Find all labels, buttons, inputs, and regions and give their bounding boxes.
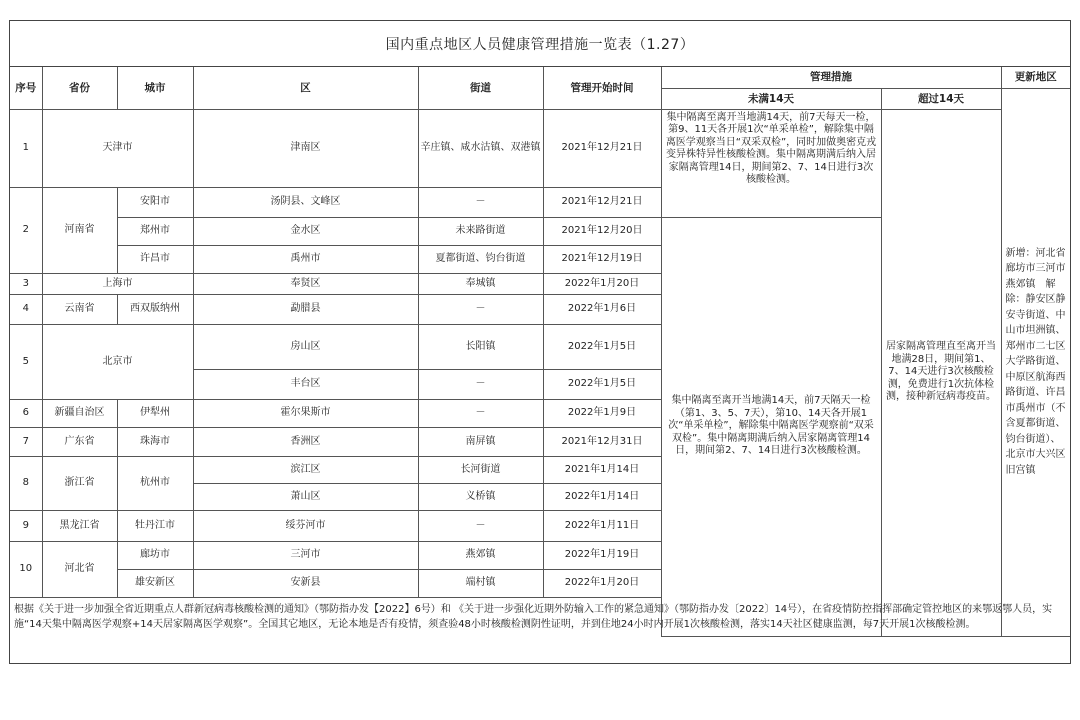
- cell-province: 河北省: [42, 541, 117, 597]
- cell-province-city: 北京市: [42, 324, 193, 399]
- cell-street: 义桥镇: [418, 483, 543, 510]
- cell-seq: 3: [10, 273, 42, 294]
- cell-start-time: 2021年12月21日: [543, 109, 661, 187]
- header-start-time: 管理开始时间: [543, 67, 661, 109]
- cell-seq: 7: [10, 427, 42, 456]
- cell-district: 丰台区: [193, 369, 418, 399]
- cell-province: 云南省: [42, 294, 117, 324]
- cell-city: 伊犁州: [117, 399, 193, 427]
- cell-street: 燕郊镇: [418, 541, 543, 569]
- cell-district: 绥芬河市: [193, 510, 418, 541]
- header-measures: 管理措施: [661, 67, 1001, 88]
- cell-street: 端村镇: [418, 569, 543, 597]
- cell-seq: 5: [10, 324, 42, 399]
- cell-district: 霍尔果斯市: [193, 399, 418, 427]
- cell-district: 萧山区: [193, 483, 418, 510]
- cell-province: 广东省: [42, 427, 117, 456]
- cell-seq: 1: [10, 109, 42, 187]
- header-district: 区: [193, 67, 418, 109]
- measure-over14: 居家隔离管理直至离开当地满28日，期间第1、7、14天进行3次核酸检测，免费进行1次抗体检测，接种新冠病毒疫苗。: [881, 109, 1001, 636]
- measure-under14-group1: 集中隔离至离开当地满14天，前7天每天一检，第9、11天各开展1次“单采单检”，解除集中隔离医学观察当日“双采双检”，同时加做奥密克戎变异株特异性核酸检测。集中隔离期满后纳入居家隔离管理14日，期间第2、7、14日进行3次核酸检测。: [661, 109, 881, 217]
- cell-street: 奉城镇: [418, 273, 543, 294]
- cell-district: 汤阴县、文峰区: [193, 187, 418, 217]
- cell-seq: 10: [10, 541, 42, 597]
- cell-street: －: [418, 294, 543, 324]
- cell-start-time: 2021年12月20日: [543, 217, 661, 245]
- cell-district: 津南区: [193, 109, 418, 187]
- cell-city: 西双版纳州: [117, 294, 193, 324]
- cell-city: 杭州市: [117, 456, 193, 510]
- footnote-row: [10, 597, 1070, 636]
- header-under14: 未满14天: [661, 88, 881, 109]
- header-update: 更新地区: [1001, 67, 1070, 88]
- cell-street: 长河街道: [418, 456, 543, 483]
- cell-province-city: 上海市: [42, 273, 193, 294]
- table-row: [10, 109, 1070, 187]
- measure-under14-group2: 集中隔离至离开当地满14天，前7天隔天一检（第1、3、5、7天），第10、14天各开展1次“单采单检”，解除集中隔离医学观察前“双采双检”。集中隔离期满后纳入居家隔离管理14日，期间第2、7、14日进行3次核酸检测。: [661, 217, 881, 636]
- cell-street: －: [418, 369, 543, 399]
- cell-street: 未来路街道: [418, 217, 543, 245]
- cell-street: －: [418, 187, 543, 217]
- cell-district: 三河市: [193, 541, 418, 569]
- cell-district: 禹州市: [193, 245, 418, 273]
- cell-province-city: 天津市: [42, 109, 193, 187]
- cell-start-time: 2022年1月6日: [543, 294, 661, 324]
- cell-city: 许昌市: [117, 245, 193, 273]
- cell-city: 雄安新区: [117, 569, 193, 597]
- cell-street: 夏都街道、钧台街道: [418, 245, 543, 273]
- cell-district: 香洲区: [193, 427, 418, 456]
- cell-province: 黑龙江省: [42, 510, 117, 541]
- header-province: 省份: [42, 67, 117, 109]
- cell-seq: 6: [10, 399, 42, 427]
- cell-city: 郑州市: [117, 217, 193, 245]
- cell-start-time: 2021年12月21日: [543, 187, 661, 217]
- cell-start-time: 2022年1月20日: [543, 273, 661, 294]
- cell-province: 浙江省: [42, 456, 117, 510]
- cell-city: 安阳市: [117, 187, 193, 217]
- cell-district: 勐腊县: [193, 294, 418, 324]
- header-seq: 序号: [10, 67, 42, 109]
- measures-table: [10, 67, 1070, 637]
- cell-start-time: 2022年1月5日: [543, 324, 661, 369]
- header-city: 城市: [117, 67, 193, 109]
- cell-start-time: 2022年1月11日: [543, 510, 661, 541]
- cell-start-time: 2021年12月19日: [543, 245, 661, 273]
- page-title: 国内重点地区人员健康管理措施一览表（1.27）: [10, 21, 1070, 67]
- cell-street: －: [418, 510, 543, 541]
- header-street: 街道: [418, 67, 543, 109]
- cell-start-time: 2022年1月20日: [543, 569, 661, 597]
- cell-street: 南屏镇: [418, 427, 543, 456]
- cell-start-time: 2022年1月5日: [543, 369, 661, 399]
- cell-street: －: [418, 399, 543, 427]
- cell-province: 河南省: [42, 187, 117, 273]
- cell-seq: 2: [10, 187, 42, 273]
- cell-street: 辛庄镇、咸水沽镇、双港镇: [418, 109, 543, 187]
- cell-start-time: 2022年1月9日: [543, 399, 661, 427]
- cell-start-time: 2021年12月31日: [543, 427, 661, 456]
- cell-city: 牡丹江市: [117, 510, 193, 541]
- health-measures-sheet: [9, 20, 1071, 664]
- cell-district: 滨江区: [193, 456, 418, 483]
- cell-district: 安新县: [193, 569, 418, 597]
- cell-district: 金水区: [193, 217, 418, 245]
- cell-province: 新疆自治区: [42, 399, 117, 427]
- cell-district: 房山区: [193, 324, 418, 369]
- cell-start-time: 2022年1月19日: [543, 541, 661, 569]
- cell-city: 珠海市: [117, 427, 193, 456]
- update-region-cell: 新增：河北省廊坊市三河市燕郊镇 解除：静安区静安寺街道、中山市坦洲镇、郑州市二七区大学路街道、中原区航海西路街道、许昌市禹州市（不含夏都街道、钧台街道）、北京市大兴区旧宫镇: [1001, 88, 1070, 636]
- cell-seq: 8: [10, 456, 42, 510]
- footnote: 根据《关于进一步加强全省近期重点人群新冠病毒核酸检测的通知》（鄂防指办发【2022】6号）和 《关于进一步强化近期外防输入工作的紧急通知》（鄂防指办发〔2022〕14号），在省疫情防控指挥部确定管控地区的来鄂返鄂人员，实施“14天集中隔离医学观察+14天居家隔离医学观察”。全国其它地区，无论本地是否有疫情，须查验48小时核酸检测阴性证明，并到住地24小时内开展1次核酸检测，落实14天社区健康监测，每7天开展1次核酸检测。: [10, 597, 1070, 636]
- cell-start-time: 2021年1月14日: [543, 456, 661, 483]
- cell-city: 廊坊市: [117, 541, 193, 569]
- cell-street: 长阳镇: [418, 324, 543, 369]
- header-over14: 超过14天: [881, 88, 1001, 109]
- cell-seq: 9: [10, 510, 42, 541]
- cell-district: 奉贤区: [193, 273, 418, 294]
- cell-seq: 4: [10, 294, 42, 324]
- cell-start-time: 2022年1月14日: [543, 483, 661, 510]
